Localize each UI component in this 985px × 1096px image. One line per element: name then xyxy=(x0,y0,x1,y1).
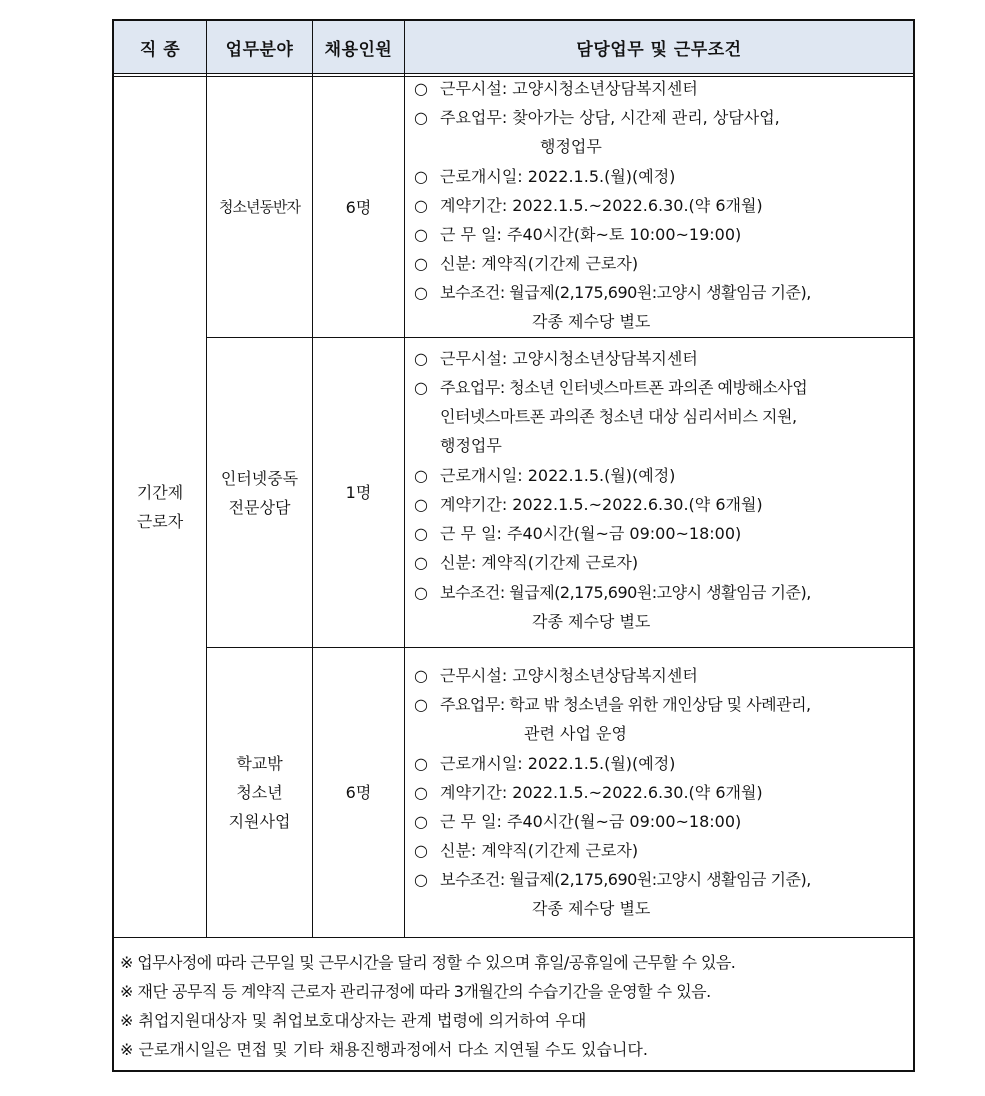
duty-line xyxy=(532,607,650,636)
header-count: 채용인원 xyxy=(313,21,404,73)
bullet-marker: ○ xyxy=(414,841,428,860)
field-cell xyxy=(207,338,312,647)
bullet-marker: ○ xyxy=(414,108,428,127)
count-cell xyxy=(313,648,404,937)
duty-text: 보수조건: 월급제(2,175,690원:고양시 생활임금 기준), xyxy=(440,870,811,889)
bullet-marker: ○ xyxy=(414,695,428,714)
duty-text: 근무시설: 고양시청소년상담복지센터 xyxy=(440,79,698,98)
duty-line xyxy=(440,402,797,431)
bullet-marker: ○ xyxy=(414,870,428,889)
bullet-marker: ○ xyxy=(414,666,428,685)
bullet-marker: ○ xyxy=(414,754,428,773)
bullet-marker: ○ xyxy=(414,378,428,397)
duty-line xyxy=(440,431,502,460)
duty-text: 신분: 계약직(기간제 근로자) xyxy=(440,553,639,572)
duty-line xyxy=(414,578,811,607)
duty-line xyxy=(414,690,811,719)
bullet-marker: ○ xyxy=(414,79,428,98)
duty-text: 주요업무: 찾아가는 상담, 시간제 관리, 상담사업, xyxy=(440,108,780,127)
header-job-type: 직 종 xyxy=(114,21,206,73)
duty-line xyxy=(540,132,602,161)
duty-text: 신분: 계약직(기간제 근로자) xyxy=(440,841,639,860)
duty-line xyxy=(414,344,698,373)
duty-text: 주요업무: 청소년 인터넷스마트폰 과의존 예방해소사업 xyxy=(440,378,808,397)
job-type-cell xyxy=(114,77,206,937)
job-type-line: 기간제 xyxy=(136,483,184,502)
duty-text: 각종 제수당 별도 xyxy=(532,899,651,918)
duty-text: 근무시설: 고양시청소년상담복지센터 xyxy=(440,349,698,368)
bullet-marker: ○ xyxy=(414,524,428,543)
note-line: ※ 업무사정에 따라 근무일 및 근무시간을 달리 정할 수 있으며 휴일/공휴일에 근무할 수 있음. xyxy=(120,953,736,972)
count-cell xyxy=(313,338,404,647)
field-line: 청소년동반자 xyxy=(219,197,300,216)
duty-text: 각종 제수당 별도 xyxy=(532,612,651,631)
note-line: ※ 근로개시일은 면접 및 기타 채용진행과정에서 다소 지연될 수도 있습니다. xyxy=(120,1040,648,1059)
duty-line xyxy=(414,191,763,220)
duty-line xyxy=(524,719,627,748)
notes-divider xyxy=(114,937,913,938)
field-line: 학교밖 xyxy=(236,754,283,773)
duty-text: 계약기간: 2022.1.5.~2022.6.30.(약 6개월) xyxy=(440,196,763,215)
job-type-line: 근로자 xyxy=(136,512,184,531)
bullet-marker: ○ xyxy=(414,812,428,831)
field-line: 전문상담 xyxy=(228,497,291,517)
duty-text: 인터넷스마트폰 과의존 청소년 대상 심리서비스 지원, xyxy=(440,407,797,426)
header-field: 업무분야 xyxy=(207,21,312,73)
note-line: ※ 취업지원대상자 및 취업보호대상자는 관계 법령에 의거하여 우대 xyxy=(120,1011,587,1030)
duty-text: 근 무 일: 주40시간(월~금 09:00~18:00) xyxy=(440,812,742,831)
field-line: 청소년 xyxy=(236,783,283,802)
bullet-marker: ○ xyxy=(414,783,428,802)
duty-line xyxy=(414,461,675,490)
col-divider-3 xyxy=(404,21,405,937)
field-cell xyxy=(207,648,312,937)
duty-line xyxy=(414,373,807,402)
duty-line xyxy=(414,661,698,690)
duty-text: 계약기간: 2022.1.5.~2022.6.30.(약 6개월) xyxy=(440,495,763,514)
duty-line xyxy=(414,103,780,132)
duty-text: 보수조건: 월급제(2,175,690원:고양시 생활임금 기준), xyxy=(440,283,811,302)
duty-line xyxy=(414,278,811,307)
note-line: ※ 재단 공무직 등 계약직 근로자 관리규정에 따라 3개월간의 수습기간을 운영할 수 있음. xyxy=(120,982,711,1001)
duty-line xyxy=(414,162,675,191)
duty-line xyxy=(414,807,741,836)
count-value: 1명 xyxy=(345,483,372,502)
duty-text: 근 무 일: 주40시간(화~토 10:00~19:00) xyxy=(440,225,742,244)
duty-line xyxy=(414,249,638,278)
duty-text: 근 무 일: 주40시간(월~금 09:00~18:00) xyxy=(440,524,742,543)
duty-text: 근로개시일: 2022.1.5.(월)(예정) xyxy=(440,754,676,773)
duty-line xyxy=(414,519,741,548)
header-duties: 담당업무 및 근무조건 xyxy=(405,21,913,73)
bullet-marker: ○ xyxy=(414,583,428,602)
bullet-marker: ○ xyxy=(414,254,428,273)
bullet-marker: ○ xyxy=(414,495,428,514)
duty-line xyxy=(532,307,650,336)
duty-line xyxy=(414,836,638,865)
duty-text: 근로개시일: 2022.1.5.(월)(예정) xyxy=(440,167,676,186)
bullet-marker: ○ xyxy=(414,167,428,186)
bullet-marker: ○ xyxy=(414,466,428,485)
duty-list xyxy=(414,74,912,337)
duty-line xyxy=(414,548,638,577)
duty-line xyxy=(414,865,811,894)
duty-line xyxy=(414,778,763,807)
duty-text: 주요업무: 학교 밖 청소년을 위한 개인상담 및 사례관리, xyxy=(440,695,811,714)
field-cell xyxy=(207,77,312,337)
bullet-marker: ○ xyxy=(414,349,428,368)
duty-line xyxy=(532,894,650,923)
duty-text: 보수조건: 월급제(2,175,690원:고양시 생활임금 기준), xyxy=(440,583,811,602)
duty-text: 각종 제수당 별도 xyxy=(532,312,651,331)
recruitment-table xyxy=(112,19,915,1072)
bullet-marker: ○ xyxy=(414,225,428,244)
field-line: 인터넷중독 xyxy=(220,468,299,488)
duty-list xyxy=(414,661,912,931)
duty-line xyxy=(414,74,698,103)
duty-text: 행정업무 xyxy=(440,436,502,455)
notes-section xyxy=(120,948,910,1064)
duty-line xyxy=(414,749,675,778)
duty-line xyxy=(414,220,741,249)
duty-text: 근로개시일: 2022.1.5.(월)(예정) xyxy=(440,466,676,485)
bullet-marker: ○ xyxy=(414,283,428,302)
field-line: 지원사업 xyxy=(228,812,291,831)
count-value: 6명 xyxy=(345,197,372,217)
bullet-marker: ○ xyxy=(414,196,428,215)
duty-list xyxy=(414,344,912,646)
duty-text: 신분: 계약직(기간제 근로자) xyxy=(440,254,639,273)
bullet-marker: ○ xyxy=(414,553,428,572)
duty-text: 행정업무 xyxy=(540,137,602,156)
count-cell xyxy=(313,77,404,337)
count-value: 6명 xyxy=(345,783,372,802)
duty-text: 계약기간: 2022.1.5.~2022.6.30.(약 6개월) xyxy=(440,783,763,802)
duty-text: 근무시설: 고양시청소년상담복지센터 xyxy=(440,666,698,685)
duty-text: 관련 사업 운영 xyxy=(524,724,627,743)
duty-line xyxy=(414,490,763,519)
